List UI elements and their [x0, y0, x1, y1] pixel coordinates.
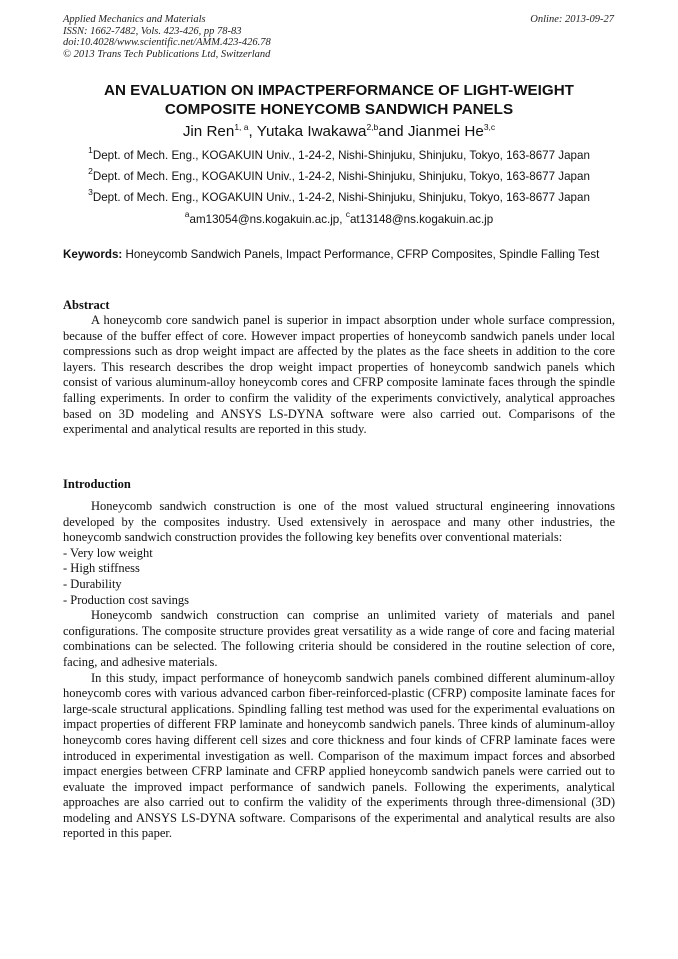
list-item: - Production cost savings	[63, 592, 190, 607]
keywords	[63, 248, 615, 263]
author-list	[63, 122, 615, 142]
affiliation-superscript: 1	[88, 145, 93, 155]
list-item: - Very low weight	[63, 545, 153, 560]
list-item: - Durability	[63, 576, 122, 591]
copyright-line: © 2013 Trans Tech Publications Ltd, Switzerland	[63, 48, 271, 60]
author-name: Jianmei He	[407, 123, 484, 140]
journal-name: Applied Mechanics and Materials	[63, 14, 206, 25]
paper-title	[63, 82, 615, 119]
affiliation-2	[63, 166, 615, 184]
author-name: Jin Ren	[182, 123, 235, 140]
affiliation-superscript: 2	[88, 166, 93, 176]
keywords-label: Keywords:	[63, 248, 123, 261]
issn-line: ISSN: 1662-7482, Vols. 423-426, pp 78-83	[63, 25, 242, 37]
introduction-heading: Introduction	[63, 477, 131, 491]
affiliation-3	[63, 187, 615, 205]
author-superscript: 2,b	[366, 122, 379, 132]
email-superscript: a	[184, 209, 190, 219]
email-superscript: c	[345, 209, 350, 219]
intro-paragraph-3: In this study, impact performance of honeycomb sandwich panels combined different aluminum-alloy honeycomb cores with various advanced carbon fiber-reinforced-plastic (CFRP) composite laminate faces for large-scale structural applications. Spindling falling test method was used for the experimental evaluations on impact properties of different FRP laminate and honeycomb sandwich panels. Three kinds of aluminum-alloy honeycomb cores having different cell sizes and core thickness and four kinds of CFRP laminate faces were introduced in experimental investigation as well. Comparison of the maximum impact forces and absorbed impact energies between CFRP laminate and CFRP applied honeycomb sandwich panels were carried out to evaluate the improved impact performance of sandwich panels. Following the experiments, analytical approaches are also carried out to confirm the validity of the experiments through three-dimensional (3D) modeling and ANSYS LS-DYNA software. Comparisons of the experimental and analytical results are also reported in this paper.	[63, 670, 615, 841]
online-date: Online: 2013-09-27	[530, 14, 614, 25]
affiliation-text: Dept. of Mech. Eng., KOGAKUIN Univ., 1-24-2, Nishi-Shinjuku, Shinjuku, Tokyo, 163-8677 Japan	[92, 170, 590, 183]
keywords-text: Honeycomb Sandwich Panels, Impact Performance, CFRP Composites, Spindle Falling Test	[122, 248, 600, 261]
email-address[interactable]: am13054@ns.kogakuin.ac.jp,	[189, 213, 346, 226]
author-separator: and	[378, 123, 408, 140]
abstract-heading: Abstract	[63, 298, 110, 312]
author-superscript: 1, a	[234, 122, 249, 132]
affiliation-text: Dept. of Mech. Eng., KOGAKUIN Univ., 1-24-2, Nishi-Shinjuku, Shinjuku, Tokyo, 163-8677 Japan	[92, 191, 590, 204]
doi-line[interactable]: doi:10.4028/www.scientific.net/AMM.423-426.78	[63, 37, 271, 48]
title-line-1: AN EVALUATION ON IMPACTPERFORMANCE OF LIGHT-WEIGHT	[104, 82, 574, 99]
author-superscript: 3,c	[483, 122, 496, 132]
title-line-2: COMPOSITE HONEYCOMB SANDWICH PANELS	[164, 100, 514, 118]
abstract-paragraph: A honeycomb core sandwich panel is superior in impact absorption under whole surface compression, because of the buffer effect of core. However impact properties of honeycomb sandwich panels under local compressions such as drop weight impact are affected by the plates as the face sheets in addition to the core layers. This research describes the drop weight impact properties of honeycomb sandwich panels which consist of various aluminum-alloy honeycomb cores and CFRP composite laminate faces through the spindle falling experiments. In order to confirm the validity of the experiments convictively, analytical approaches based on 3D modeling and ANSYS LS-DYNA software were also carried out. Comparisons of the experimental and analytical results are reported in this study.	[63, 313, 615, 437]
list-item: - High stiffness	[63, 561, 140, 576]
benefit-list	[63, 546, 615, 608]
introduction-body	[63, 499, 615, 842]
journal-header	[63, 14, 271, 60]
intro-paragraph-1: Honeycomb sandwich construction is one of the most valued structural engineering innovations developed by the composites industry. Used extensively in aerospace and many other industries, the honeycomb sandwich construction provides the following key benefits over conventional materials:	[63, 499, 615, 545]
affiliation-superscript: 3	[88, 187, 93, 197]
author-separator: ,	[248, 123, 257, 140]
author-name: Yutaka Iwakawa	[256, 123, 367, 140]
affiliation-1	[63, 145, 615, 163]
email-address[interactable]: at13148@ns.kogakuin.ac.jp	[349, 213, 494, 226]
affiliation-text: Dept. of Mech. Eng., KOGAKUIN Univ., 1-24-2, Nishi-Shinjuku, Shinjuku, Tokyo, 163-8677 Japan	[92, 149, 590, 162]
abstract-body	[63, 313, 615, 438]
intro-paragraph-2: Honeycomb sandwich construction can comprise an unlimited variety of materials and panel configurations. The composite structure provides great versatility as a wide range of core and facing material combinations can be selected. The following criteria should be considered in the routine selection of core, facing, and adhesive materials.	[63, 608, 615, 669]
author-emails	[63, 209, 615, 227]
